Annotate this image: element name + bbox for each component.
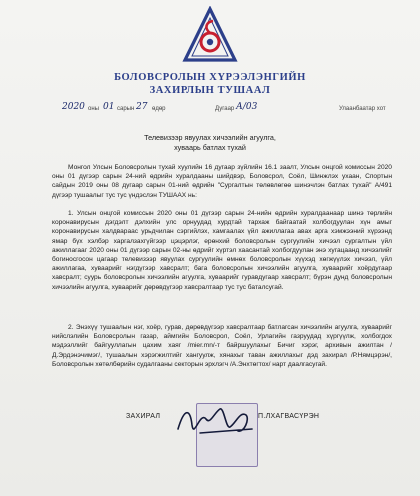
item1-line: байгаатай холбогдуулан хүн амыг коронавирусын халдвараас урьдчилан сэргийлэх, bbox=[52, 219, 392, 236]
item-1-paragraph bbox=[52, 209, 392, 292]
item2-line: судалгааны секторын эрхлэгч /А.Энхтөгтох/ нарт даалгасугай. bbox=[136, 360, 327, 368]
title-line-1: Телевизээр явуулах хичээлийн агуулга, bbox=[144, 133, 276, 142]
item1-line: хуралдаанаар шинэ төрлийн коронавирусын дэгдэлт дэлхийн улс орнуудад хурдтай тархаж bbox=[52, 210, 392, 227]
item1-line: хичээл, үйл ажиллагаа, хуваарийг нэгдүгээр хавсралт; бага боловсролын хичээлийн агуулга, bbox=[52, 256, 392, 273]
year-value: 2020 bbox=[62, 102, 85, 112]
signatory-name: П.ЛХАГВАСҮРЭН bbox=[258, 413, 320, 420]
signature-block bbox=[0, 405, 420, 475]
order-title bbox=[0, 133, 420, 152]
order-meta bbox=[0, 102, 420, 116]
item1-line: 1. Улсын онцгой комиссын 2020 оны 01 дүгээр сарын 24-нийн өдрийн bbox=[68, 210, 298, 217]
intro-line: Монгол Улсын Боловсролын тухай хуулийн 16 дугаар зүйлийн 16.1 заалт, Улсын bbox=[68, 164, 320, 171]
item1-line: цэцэрлэг, ерөнхий боловсролын сургуулийн хичээл сургалтын үйл ажиллагааг 2020 оны 01 дүгээр bbox=[52, 237, 392, 254]
month-suffix: сарын bbox=[117, 106, 135, 112]
place: Улаанбаатар хот bbox=[339, 106, 386, 112]
number-value: А/03 bbox=[236, 102, 258, 112]
intro-line: Соёл, Шинжлэх ухаан, Спортын сайдын 2019 оны 08 дугаар сарын 01-ний өдрийн "Сургалтын bbox=[52, 173, 392, 190]
item2-line: хангуулж, хянахыг таван ажиллахыг дэд захирал /Р.Нямцэрэн/, Боловсролын хөтөлбөрийн bbox=[52, 351, 392, 368]
item1-line: хуваарийг хоёрдугаар хавсралт; суурь боловсролын хичээлийн агуулга, хуваарийг bbox=[52, 265, 392, 282]
signatory-title: ЗАХИРАЛ bbox=[126, 413, 161, 420]
intro-line: онцгой комиссын 2020 оны 01 дүгээр сарын 24-ний өдрийн хуралдааны шийдвэр, Боловсрол, bbox=[52, 164, 392, 181]
day-suffix: өдөр bbox=[152, 106, 166, 112]
month-value: 01 bbox=[103, 102, 115, 112]
item1-line: сарын 02-ны өдрийг хүртэл хаасантай холбогдуулан энэ хугацаанд хичээлийг bbox=[151, 246, 392, 254]
order-type: ЗАХИРЛЫН ТУШААЛ bbox=[149, 85, 271, 96]
number-label: Дугаар bbox=[215, 106, 235, 112]
handwritten-signature bbox=[170, 399, 260, 449]
item2-line: 2. Энэхүү тушаалын нэг, хоёр, гурав, дөрөвдүгээр хавсралтаар батлагсан хичээлийн bbox=[68, 324, 333, 331]
intro-line: төлөвлөгөө шинэчлэн батлах тухай" А/491 дүгээр тушаалыг тус тус үндэслэн ТУШААХ нь: bbox=[52, 182, 392, 199]
item2-line: байршуулахыг Бичиг хэрэг, архивын ажилтан /Д.Эрдэнэчимэг/, тушаалын хэрэгжилтийг bbox=[52, 342, 392, 359]
item1-line: хавсралтаар тус тус баталсугай. bbox=[184, 283, 284, 291]
institute-emblem-icon bbox=[182, 6, 238, 66]
item2-line: газруудад хүргүүлж, холбогдох мэдээллийг байгууллагын цахим хаяг /mier.mn/-т bbox=[52, 333, 392, 350]
item1-line: гуравдугаар хавсралт; бүрэн дунд боловсролын хичээлийн агуулга, хуваарийг дөрөвдүгээр bbox=[52, 274, 392, 291]
year-suffix: оны bbox=[88, 106, 99, 112]
item-2-paragraph bbox=[52, 323, 392, 369]
day-value: 27 bbox=[136, 102, 148, 112]
intro-paragraph bbox=[52, 163, 392, 200]
org-name: БОЛОВСРОЛЫН ХҮРЭЭЛЭНГИЙН bbox=[114, 72, 306, 83]
item1-line: богиносгосон цагаар телевизээр явуулах сургуулийн өмнөх боловсролын хүүхэд хөгжүүлэх bbox=[52, 256, 351, 264]
title-line-2: хуваарь батлах тухай bbox=[174, 142, 246, 152]
item1-line: хамгаалах үйл ажиллагаа авах арга хэмжээний хүрээнд ямар бүх хэлбэр харгалзахгүйгээр bbox=[52, 228, 392, 245]
item2-line: агуулга, хуваарийг нийслэлийн Боловсролын газар, аймгийн Боловсрол, Соёл, Урлагийн bbox=[52, 324, 392, 341]
